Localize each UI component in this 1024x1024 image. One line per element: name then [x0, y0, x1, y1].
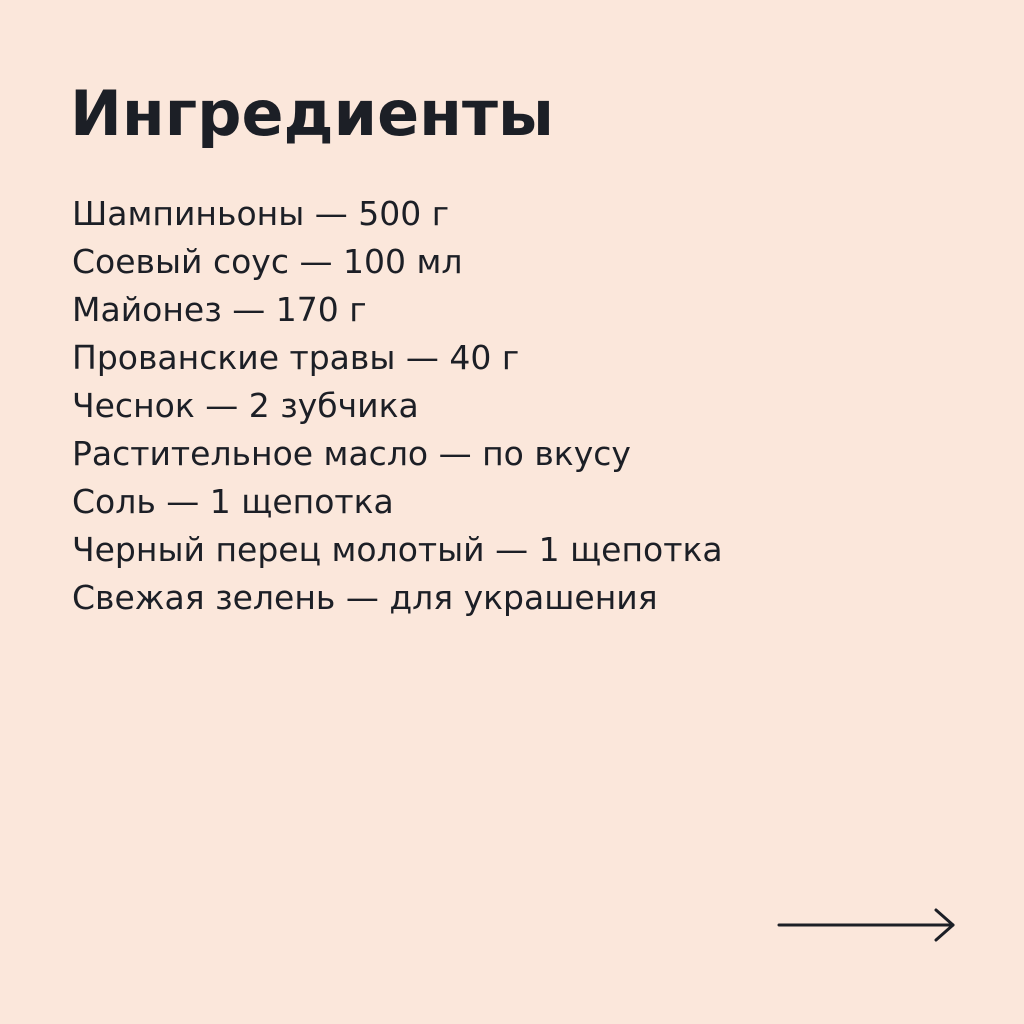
list-item: Шампиньоны — 500 г — [72, 194, 450, 233]
list-item: Соевый соус — 100 мл — [72, 242, 463, 281]
ingredients-list — [72, 190, 723, 622]
next-slide-button[interactable] — [776, 906, 958, 944]
list-item: Майонез — 170 г — [72, 290, 367, 329]
list-item: Прованские травы — 40 г — [72, 338, 520, 377]
list-item: Соль — 1 щепотка — [72, 482, 394, 521]
list-item: Растительное масло — по вкусу — [72, 434, 631, 473]
page-title: Ингредиенты — [70, 77, 554, 150]
list-item: Свежая зелень — для украшения — [72, 578, 658, 617]
list-item: Чеснок — 2 зубчика — [72, 386, 419, 425]
list-item: Черный перец молотый — 1 щепотка — [72, 530, 723, 569]
arrow-right-icon — [776, 906, 958, 944]
